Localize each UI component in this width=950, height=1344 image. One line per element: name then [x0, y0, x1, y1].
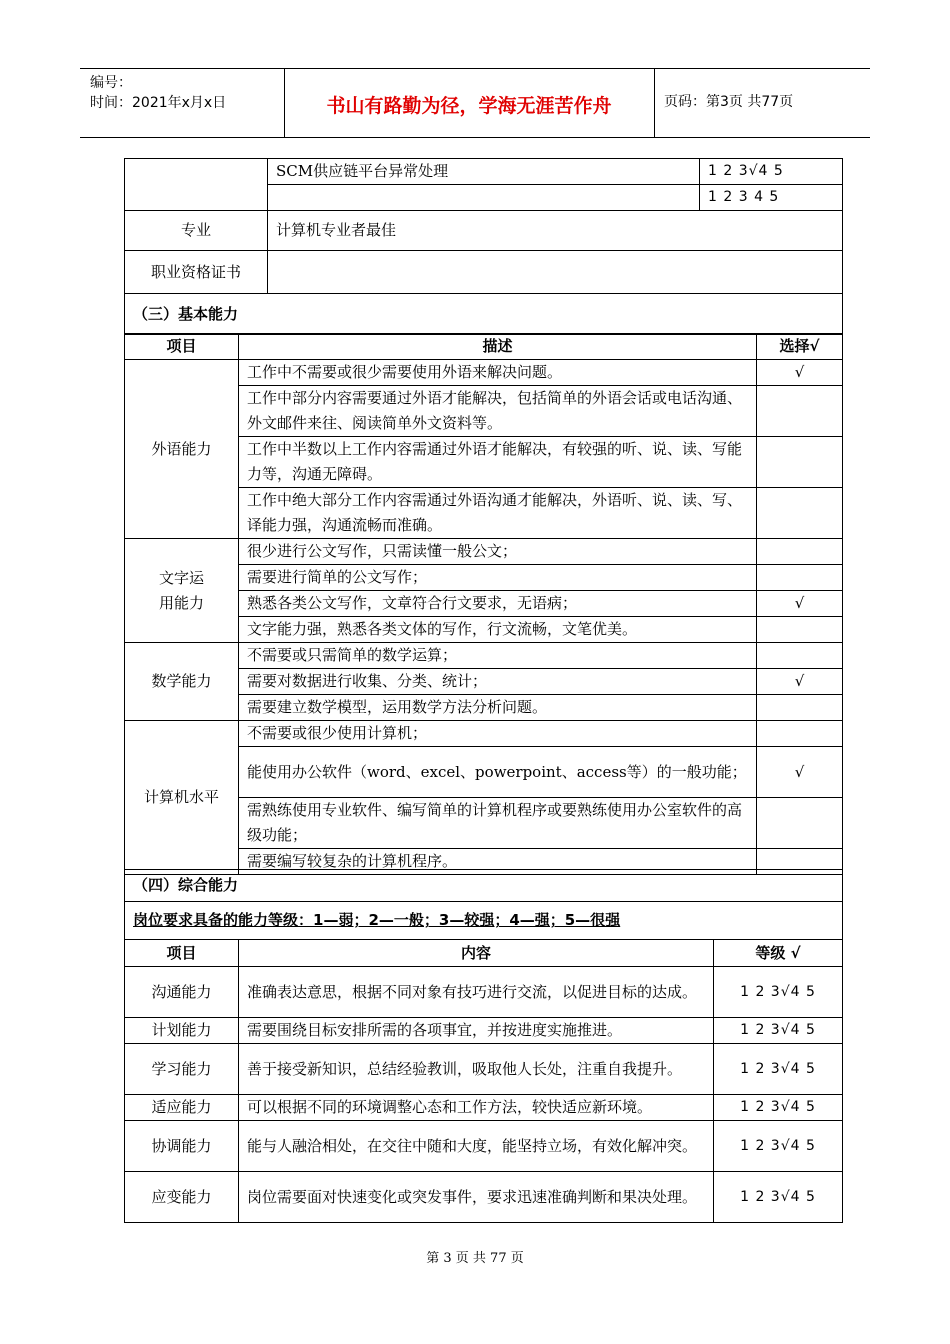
composite-item-desc: 可以根据不同的环境调整心态和工作方法，较快适应新环境。 [239, 1095, 714, 1121]
blank-cell [125, 159, 268, 211]
section-title-composite: （四）综合能力 [125, 870, 843, 902]
ability-desc: 不需要或很少使用计算机； [239, 721, 757, 747]
ability-desc: 需熟练使用专业软件、编写简单的计算机程序或要熟练使用办公室软件的高级功能； [239, 798, 757, 849]
col-content-header: 内容 [239, 940, 714, 967]
group-name-math: 数学能力 [125, 643, 239, 721]
choice-mark [757, 488, 843, 539]
page-footer: 第 3 页 共 77 页 [426, 1251, 524, 1266]
ability-desc: 工作中半数以上工作内容需通过外语才能解决，有较强的听、说、读、写能力等，沟通无障碍。 [239, 437, 757, 488]
composite-item-grade: 1 2 3√4 5 [714, 1044, 843, 1095]
grade-scale-text: 岗位要求具备的能力等级：1—弱；2—一般；3—较强；4—强；5—很强 [133, 911, 621, 929]
ability-desc: 工作中部分内容需要通过外语才能解决，包括简单的外语会话或电话沟通、外文邮件来往、阅读简单外文资料等。 [239, 386, 757, 437]
choice-mark [757, 643, 843, 669]
ability-desc: 文字能力强，熟悉各类文体的写作，行文流畅，文笔优美。 [239, 617, 757, 643]
doc-number-label: 编号： [90, 75, 132, 91]
section-title-basic: （三）基本能力 [125, 294, 843, 335]
ability-desc: 工作中绝大部分工作内容需通过外语沟通才能解决，外语听、说、读、写、译能力强，沟通流畅而准确。 [239, 488, 757, 539]
choice-mark [757, 798, 843, 849]
ability-desc: 工作中不需要或很少需要使用外语来解决问题。 [239, 360, 757, 386]
ability-desc: 不需要或只需简单的数学运算； [239, 643, 757, 669]
ability-desc: 很少进行公文写作，只需读懂一般公文； [239, 539, 757, 565]
composite-item-desc: 能与人融洽相处，在交往中随和大度，能坚持立场，有效化解冲突。 [239, 1121, 714, 1172]
choice-mark: √ [757, 591, 843, 617]
choice-mark: √ [757, 669, 843, 695]
composite-item-desc: 善于接受新知识，总结经验教训，吸取他人长处，注重自我提升。 [239, 1044, 714, 1095]
col-grade-header: 等级 √ [714, 940, 843, 967]
composite-item-name: 沟通能力 [125, 967, 239, 1018]
choice-mark [757, 695, 843, 721]
choice-mark [757, 437, 843, 488]
composite-item-name: 计划能力 [125, 1018, 239, 1044]
page-header [80, 68, 870, 138]
choice-mark [757, 386, 843, 437]
choice-mark: √ [757, 747, 843, 798]
composite-ability-table [124, 869, 843, 1223]
composite-item-grade: 1 2 3√4 5 [714, 1121, 843, 1172]
top-info-table [124, 158, 843, 335]
ability-desc: 需要对数据进行收集、分类、统计； [239, 669, 757, 695]
composite-item-grade: 1 2 3√4 5 [714, 1095, 843, 1121]
ability-desc: 需要编写较复杂的计算机程序。 [239, 849, 757, 875]
cert-label: 职业资格证书 [125, 251, 268, 294]
composite-item-name: 应变能力 [125, 1172, 239, 1223]
col-item-header: 项目 [125, 334, 239, 360]
ability-desc: 需要建立数学模型，运用数学方法分析问题。 [239, 695, 757, 721]
group-name-text: 文字运用能力 [158, 568, 204, 612]
choice-mark [757, 565, 843, 591]
composite-item-desc: 岗位需要面对快速变化或突发事件，要求迅速准确判断和果决处理。 [239, 1172, 714, 1223]
group-name-foreign-language: 外语能力 [125, 360, 239, 539]
composite-item-desc: 准确表达意思，根据不同对象有技巧进行交流，以促进目标的达成。 [239, 967, 714, 1018]
doc-date: 时间：2021年x月x日 [90, 95, 227, 111]
col-item-header: 项目 [125, 940, 239, 967]
major-value: 计算机专业者最佳 [268, 211, 843, 251]
scm-grade: 1 2 3√4 5 [700, 159, 843, 185]
composite-item-desc: 需要围绕目标安排所需的各项事宜，并按进度实施推进。 [239, 1018, 714, 1044]
composite-item-grade: 1 2 3√4 5 [714, 1018, 843, 1044]
col-choice-header: 选择√ [757, 334, 843, 360]
blank-cell [268, 185, 700, 211]
ability-desc: 熟悉各类公文写作，文章符合行文要求，无语病； [239, 591, 757, 617]
choice-mark [757, 721, 843, 747]
group-name-writing [125, 539, 239, 643]
composite-item-name: 适应能力 [125, 1095, 239, 1121]
header-motto: 书山有路勤为径，学海无涯苦作舟 [326, 95, 612, 117]
basic-ability-table [124, 333, 843, 875]
header-divider [654, 69, 655, 137]
group-name-computer: 计算机水平 [125, 721, 239, 875]
choice-mark: √ [757, 360, 843, 386]
major-label: 专业 [125, 211, 268, 251]
header-page-info: 页码：第3页 共77页 [664, 94, 794, 110]
header-meta [90, 73, 226, 113]
ability-desc: 需要进行简单的公文写作； [239, 565, 757, 591]
composite-item-name: 协调能力 [125, 1121, 239, 1172]
cert-value [268, 251, 843, 294]
grade-scale-note [125, 902, 843, 940]
composite-item-grade: 1 2 3√4 5 [714, 1172, 843, 1223]
col-desc-header: 描述 [239, 334, 757, 360]
scm-task: SCM供应链平台异常处理 [268, 159, 700, 185]
choice-mark [757, 539, 843, 565]
composite-item-name: 学习能力 [125, 1044, 239, 1095]
composite-item-grade: 1 2 3√4 5 [714, 967, 843, 1018]
choice-mark [757, 617, 843, 643]
blank-grade: 1 2 3 4 5 [700, 185, 843, 211]
ability-desc: 能使用办公软件（word、excel、powerpoint、access等）的一般功能； [239, 747, 757, 798]
